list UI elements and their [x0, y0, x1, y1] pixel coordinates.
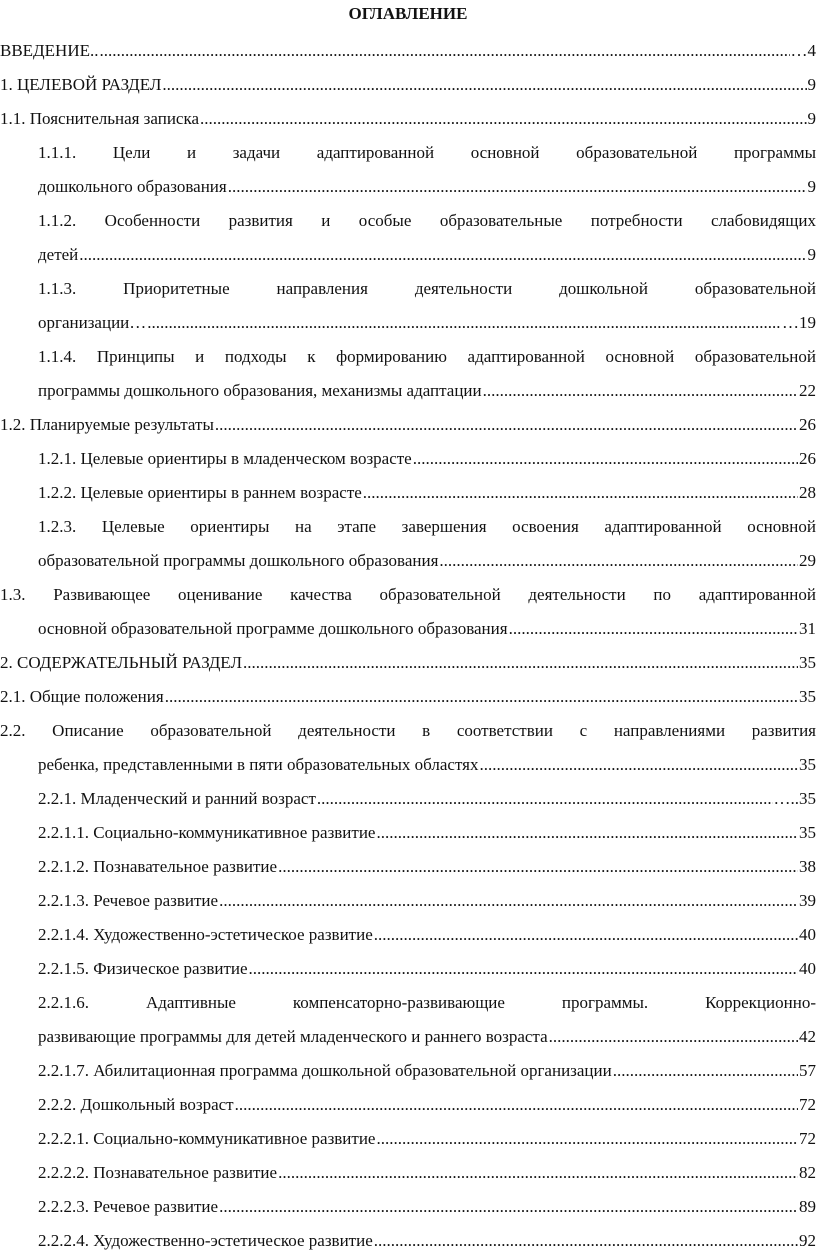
toc-entry-text: 1.2.2. Целевые ориентиры в раннем возрасте	[38, 476, 362, 510]
toc-entry[interactable]	[0, 1122, 816, 1156]
toc-entry-text: 1.1.3. Приоритетные направления деятельности дошкольной образовательной	[38, 279, 816, 298]
dot-leader	[549, 1020, 798, 1054]
toc-entry[interactable]	[0, 102, 816, 136]
toc-entry[interactable]	[0, 1156, 816, 1190]
dot-leader	[613, 1054, 798, 1088]
dot-leader	[165, 680, 798, 714]
toc-page-number: 19	[799, 306, 816, 340]
toc-page-number: 26	[799, 408, 816, 442]
toc-page-number: 9	[808, 68, 816, 102]
dot-leader	[243, 646, 798, 680]
toc-page-number: 82	[799, 1156, 816, 1190]
toc-entry[interactable]	[0, 340, 816, 408]
dot-leader	[278, 850, 798, 884]
toc-page-number: 72	[799, 1122, 816, 1156]
dot-leader	[413, 442, 798, 476]
toc-entry-text: 1.2. Планируемые результаты	[0, 408, 214, 442]
toc-entry-text: 2.2.2.1. Социально-коммуникативное развитие	[38, 1122, 375, 1156]
toc-entry[interactable]	[0, 204, 816, 272]
toc-list	[0, 34, 816, 1258]
toc-entry-text: 2.2.1.7. Абилитационная программа дошкольной образовательной организации	[38, 1054, 612, 1088]
toc-entry[interactable]	[0, 1224, 816, 1258]
dot-leader	[79, 238, 806, 272]
dot-leader	[374, 1224, 798, 1258]
dot-leader	[376, 816, 798, 850]
toc-entry-text: 1.1.4. Принципы и подходы к формированию адаптированной основной образовательной	[38, 347, 816, 366]
toc-page-number: 42	[799, 1020, 816, 1054]
dot-leader	[439, 544, 798, 578]
dot-leader	[235, 1088, 798, 1122]
toc-entry-text: 1. ЦЕЛЕВОЙ РАЗДЕЛ	[0, 68, 161, 102]
toc-page-number: 31	[799, 612, 816, 646]
toc-entry[interactable]	[0, 714, 816, 782]
toc-entry[interactable]	[0, 136, 816, 204]
toc-entry-text: 2.2.2.4. Художественно-эстетическое развитие	[38, 1224, 373, 1258]
toc-entry-text: 2.2.2.3. Речевое развитие	[38, 1190, 218, 1224]
dot-leader	[374, 918, 798, 952]
dot-leader	[219, 1190, 798, 1224]
toc-entry-text: 1.2.1. Целевые ориентиры в младенческом возрасте	[38, 442, 412, 476]
toc-entry[interactable]	[0, 510, 816, 578]
toc-page-number: 92	[799, 1224, 816, 1258]
toc-page-number: 57	[799, 1054, 816, 1088]
toc-page-number: 29	[799, 544, 816, 578]
dot-leader	[147, 306, 781, 340]
dot-leader	[376, 1122, 798, 1156]
toc-page-number: 4	[808, 34, 816, 68]
toc-entry-text: организации…	[38, 306, 146, 340]
toc-page-number: 9	[808, 238, 816, 272]
dot-leader	[99, 34, 789, 68]
toc-entry-text: образовательной программы дошкольного образования	[38, 544, 438, 578]
dot-leader-suffix: …..	[774, 782, 800, 816]
toc-entry[interactable]	[0, 476, 816, 510]
toc-entry[interactable]	[0, 986, 816, 1054]
dot-leader	[509, 612, 798, 646]
toc-page-number: 40	[799, 918, 816, 952]
dot-leader	[480, 748, 798, 782]
toc-page-number: 28	[799, 476, 816, 510]
toc-page-number: 72	[799, 1088, 816, 1122]
toc-entry[interactable]	[0, 68, 816, 102]
toc-entry-text: ребенка, представленными в пяти образовательных областях	[38, 748, 479, 782]
dot-leader	[200, 102, 806, 136]
toc-entry-text: 1.1.1. Цели и задачи адаптированной основной образовательной программы	[38, 143, 816, 162]
toc-entry-text: 1.1. Пояснительная записка	[0, 102, 199, 136]
toc-entry-text: 1.3. Развивающее оценивание качества образовательной деятельности по адаптированной	[0, 585, 816, 604]
toc-entry-text: 2.2.1.6. Адаптивные компенсаторно-развивающие программы. Коррекционно-	[38, 993, 816, 1012]
toc-entry[interactable]	[0, 1054, 816, 1088]
dot-leader	[483, 374, 798, 408]
toc-entry[interactable]	[0, 1190, 816, 1224]
toc-entry[interactable]	[0, 646, 816, 680]
toc-title: ОГЛАВЛЕНИЕ	[0, 4, 816, 24]
dot-leader	[278, 1156, 798, 1190]
toc-entry[interactable]	[0, 850, 816, 884]
toc-entry-text: ВВЕДЕНИЕ..	[0, 34, 98, 68]
dot-leader	[249, 952, 798, 986]
toc-entry[interactable]	[0, 442, 816, 476]
toc-entry-text: 2.2.1.1. Социально-коммуникативное развитие	[38, 816, 375, 850]
toc-entry[interactable]	[0, 918, 816, 952]
toc-entry[interactable]	[0, 952, 816, 986]
toc-entry-text: 2.2.1.3. Речевое развитие	[38, 884, 218, 918]
toc-entry-text: детей	[38, 238, 78, 272]
toc-entry-text: 2.2.2. Дошкольный возраст	[38, 1088, 234, 1122]
toc-entry-text: 2.1. Общие положения	[0, 680, 164, 714]
toc-entry-text: 2.2.2.2. Познавательное развитие	[38, 1156, 277, 1190]
toc-entry-text: основной образовательной программе дошкольного образования	[38, 612, 508, 646]
toc-entry-text: 2.2.1.2. Познавательное развитие	[38, 850, 277, 884]
toc-page-number: 89	[799, 1190, 816, 1224]
toc-entry-text: 2.2.1.4. Художественно-эстетическое развитие	[38, 918, 373, 952]
toc-page-number: 35	[799, 748, 816, 782]
toc-page-number: 39	[799, 884, 816, 918]
toc-page-number: 9	[808, 170, 816, 204]
toc-entry[interactable]	[0, 884, 816, 918]
toc-entry-text: дошкольного образования	[38, 170, 227, 204]
toc-entry[interactable]	[0, 816, 816, 850]
toc-entry-text: развивающие программы для детей младенческого и раннего возраста	[38, 1020, 548, 1054]
toc-entry[interactable]	[0, 408, 816, 442]
toc-page-number: 35	[799, 680, 816, 714]
toc-page-number: 38	[799, 850, 816, 884]
toc-page-number: 26	[799, 442, 816, 476]
toc-entry-text: программы дошкольного образования, механизмы адаптации	[38, 374, 482, 408]
dot-leader	[162, 68, 806, 102]
toc-page-number: 22	[799, 374, 816, 408]
toc-page-number: 35	[799, 816, 816, 850]
toc-entry[interactable]	[0, 1088, 816, 1122]
dot-leader	[219, 884, 798, 918]
toc-entry-text: 2. СОДЕРЖАТЕЛЬНЫЙ РАЗДЕЛ	[0, 646, 242, 680]
toc-page-number: 9	[808, 102, 816, 136]
toc-entry[interactable]	[0, 578, 816, 646]
dot-leader	[363, 476, 798, 510]
toc-entry-text: 1.2.3. Целевые ориентиры на этапе завершения освоения адаптированной основной	[38, 517, 816, 536]
toc-page-number: 35	[799, 646, 816, 680]
toc-page-number: 40	[799, 952, 816, 986]
dot-leader	[228, 170, 807, 204]
toc-entry-text: 2.2.1. Младенческий и ранний возраст	[38, 782, 316, 816]
toc-page-number: 35	[799, 782, 816, 816]
toc-entry-text: 2.2.1.5. Физическое развитие	[38, 952, 248, 986]
toc-entry-text: 2.2. Описание образовательной деятельности в соответствии с направлениями развития	[0, 721, 816, 740]
dot-leader-suffix: …	[782, 306, 799, 340]
toc-entry[interactable]	[0, 782, 816, 816]
dot-leader	[317, 782, 773, 816]
toc-entry[interactable]	[0, 272, 816, 340]
toc-entry[interactable]	[0, 680, 816, 714]
toc-entry[interactable]	[0, 34, 816, 68]
dot-leader-suffix: …	[791, 34, 808, 68]
dot-leader	[215, 408, 798, 442]
toc-entry-text: 1.1.2. Особенности развития и особые образовательные потребности слабовидящих	[38, 211, 816, 230]
